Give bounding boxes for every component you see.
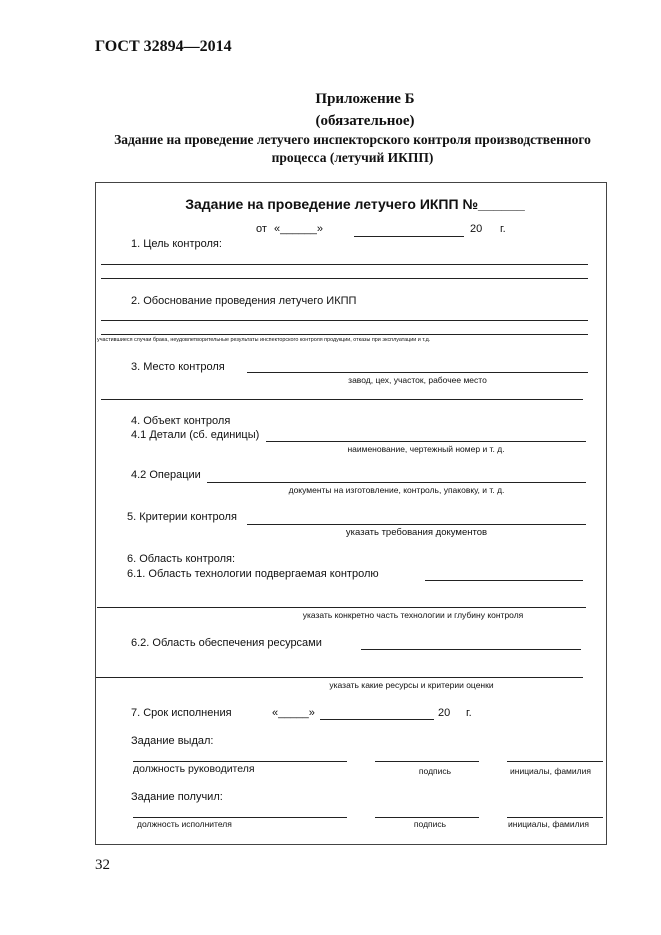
date-month-line[interactable] — [354, 236, 464, 237]
appendix-caption-line1: Задание на проведение летучего инспекторского контроля производственного — [114, 132, 591, 147]
justification-line-1[interactable] — [101, 320, 588, 321]
date-suffix: г. — [500, 223, 506, 235]
received-by-label: Задание получил: — [131, 791, 223, 803]
scope-resources-label: 6.2. Область обеспечения ресурсами — [131, 637, 322, 649]
place-hint: завод, цех, участок, рабочее место — [348, 375, 487, 385]
justification-line-2[interactable] — [101, 334, 588, 335]
appendix-caption-line2: процесса (летучий ИКПП) — [271, 150, 434, 165]
date-year: 20 — [470, 223, 483, 235]
object-parts-hint: наименование, чертежный номер и т. д. — [347, 444, 505, 454]
receiver-position-caption: должность исполнителя — [137, 819, 232, 829]
date-day[interactable]: «______» — [274, 223, 323, 235]
scope-resources-hint: указать какие ресурсы и критерии оценки — [329, 680, 494, 690]
deadline-day[interactable]: «_____» — [272, 707, 315, 719]
form-title: Задание на проведение летучего ИКПП №______ — [185, 196, 525, 212]
object-operations-hint: документы на изготовление, контроль, упаковку, и т. д. — [288, 485, 505, 495]
justification-hint: участившиеся случаи брака, неудовлетворительные результаты инспекторского контроля продукции, отказы при эксплуатации и т.д. — [97, 337, 431, 343]
appendix-status: (обязательное) — [315, 113, 415, 129]
deadline-month-line[interactable] — [320, 719, 434, 720]
scope-label: 6. Область контроля: — [127, 553, 236, 565]
standard-number: ГОСТ 32894—2014 — [95, 38, 232, 55]
object-parts-label: 4.1 Детали (сб. единицы) — [131, 429, 260, 441]
place-label: 3. Место контроля — [131, 361, 225, 373]
justification-label: 2. Обоснование проведения летучего ИКПП — [131, 295, 357, 307]
deadline-label: 7. Срок исполнения — [131, 707, 232, 719]
issuer-signature-caption: подпись — [418, 766, 452, 776]
issuer-position-caption: должность руководителя — [133, 763, 255, 775]
object-label: 4. Объект контроля — [131, 415, 231, 427]
issued-by-label: Задание выдал: — [131, 735, 214, 747]
issuer-signature-line[interactable] — [375, 761, 479, 762]
scope-resources-line-2[interactable] — [96, 677, 583, 678]
criteria-label: 5. Критерии контроля — [127, 511, 237, 523]
deadline-suffix: г. — [466, 707, 472, 719]
receiver-initials-line[interactable] — [507, 817, 603, 818]
page-number: 32 — [95, 857, 110, 873]
deadline-year: 20 — [438, 707, 451, 719]
receiver-initials-caption: инициалы, фамилия — [508, 819, 589, 829]
date-prefix: от — [256, 223, 267, 235]
issuer-initials-line[interactable] — [507, 761, 603, 762]
receiver-signature-caption: подпись — [413, 819, 447, 829]
place-line[interactable] — [247, 372, 588, 373]
issuer-position-line[interactable] — [133, 761, 347, 762]
object-operations-label: 4.2 Операции — [131, 469, 201, 481]
scope-tech-line[interactable] — [425, 580, 583, 581]
criteria-line[interactable] — [247, 524, 586, 525]
goal-line-2[interactable] — [101, 278, 588, 279]
scope-tech-label: 6.1. Область технологии подвергаемая контролю — [127, 568, 379, 580]
receiver-position-line[interactable] — [133, 817, 347, 818]
object-parts-line[interactable] — [266, 441, 586, 442]
scope-resources-line[interactable] — [361, 649, 581, 650]
issuer-initials-caption: инициалы, фамилия — [510, 766, 591, 776]
criteria-hint: указать требования документов — [345, 527, 488, 538]
goal-line-1[interactable] — [101, 264, 588, 265]
goal-label: 1. Цель контроля: — [131, 238, 222, 250]
scope-tech-line-2[interactable] — [97, 607, 586, 608]
place-line-2[interactable] — [101, 399, 583, 400]
object-operations-line[interactable] — [207, 482, 586, 483]
receiver-signature-line[interactable] — [375, 817, 479, 818]
scope-tech-hint: указать конкретно часть технологии и глубину контроля — [302, 610, 524, 620]
appendix-title: Приложение Б — [315, 91, 415, 107]
